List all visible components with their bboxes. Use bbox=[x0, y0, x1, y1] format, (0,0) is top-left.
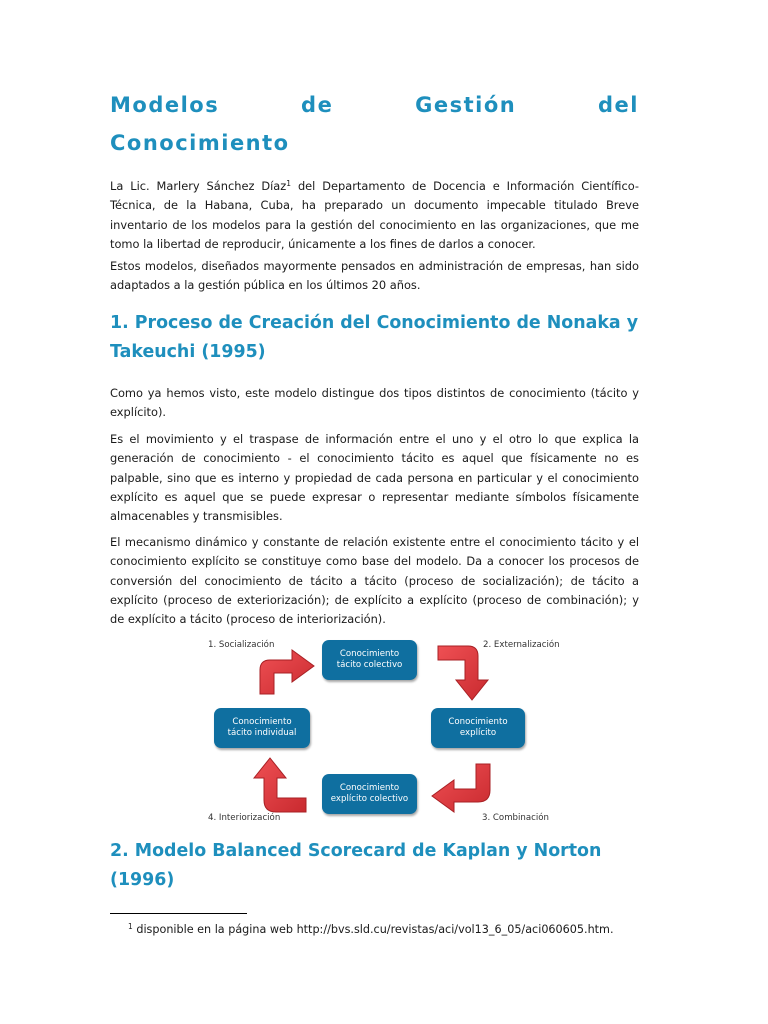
box-explicito bbox=[431, 708, 525, 748]
box-text: tácito colectivo bbox=[336, 660, 403, 670]
label-externalizacion: 2. Externalización bbox=[483, 640, 560, 650]
footnote-mark: 1 bbox=[128, 922, 133, 931]
box-tacito-individual bbox=[214, 708, 310, 748]
footnote bbox=[128, 922, 614, 936]
title-word: Gestión bbox=[415, 93, 517, 117]
intro-paragraph-2: Estos modelos, diseñados mayormente pensados en administración de empresas, han sido adaptados a la gestión pública en los últimos 20 años. bbox=[110, 259, 639, 293]
footnote-text: disponible en la página web http://bvs.sld.cu/revistas/aci/vol13_6_05/aci060605.htm. bbox=[132, 923, 614, 936]
box-text: tácito individual bbox=[227, 728, 297, 738]
box-text: explícito colectivo bbox=[330, 794, 409, 804]
intro-paragraph-1 bbox=[110, 174, 639, 254]
title-word: Modelos bbox=[110, 93, 220, 117]
arrow-interiorizacion-icon bbox=[254, 758, 306, 812]
box-text: Conocimiento bbox=[448, 717, 508, 727]
section-1-paragraph-2: Es el movimiento y el traspase de información entre el uno y el otro lo que explica la generación de conocimiento - el conocimiento tácito es aquel que físicamente no es palpable, sino que es interno y propiedad de cada persona en particular y el conocimiento explícito es aquel que se puede expresar o representar mediante símbolos físicamente almacenables y transmisibles. bbox=[110, 432, 639, 524]
title-word: del bbox=[598, 93, 639, 117]
arrow-externalizacion-icon bbox=[438, 646, 488, 700]
label-socializacion: 1. Socialización bbox=[208, 640, 275, 650]
section-2-heading: 2. Modelo Balanced Scorecard de Kaplan y Norton (1996) bbox=[110, 841, 602, 890]
title-line-2: Conocimiento bbox=[110, 131, 290, 155]
box-explicito-colectivo bbox=[322, 774, 417, 814]
section-1-heading: 1. Proceso de Creación del Conocimiento de Nonaka y Takeuchi (1995) bbox=[110, 313, 639, 362]
box-text: Conocimiento bbox=[339, 783, 400, 793]
intro-text-cont: del Departamento de Docencia e Información Científico-Técnica, de la Habana, Cuba, ha preparado un documento impecable titulado Breve inventario de los modelos para la gestión del conocimiento en las organizaciones, que me tomo la libertad de reproducir, únicamente a los fines de darlos a conocer. bbox=[110, 179, 639, 251]
arrow-socializacion-icon bbox=[260, 650, 314, 694]
box-tacito-colectivo bbox=[322, 640, 417, 680]
box-text: Conocimiento bbox=[339, 649, 400, 659]
page-title bbox=[110, 86, 639, 162]
section-1-paragraph-1: Como ya hemos visto, este modelo distingue dos tipos distintos de conocimiento (tácito y explícito). bbox=[110, 386, 639, 420]
title-word: de bbox=[301, 93, 334, 117]
seci-diagram bbox=[206, 636, 558, 828]
box-text: Conocimiento bbox=[232, 717, 292, 727]
footnote-reference[interactable]: 1 bbox=[286, 179, 292, 188]
section-1-paragraph-3: El mecanismo dinámico y constante de relación existente entre el conocimiento tácito y el conocimiento explícito se constituye como base del modelo. Da a conocer los procesos de conversión del conocimiento de tácito a tácito (proceso de socialización); de tácito a explícito (proceso de exteriorización); de explícito a explícito (proceso de combinación); y de explícito a tácito (proceso de interiorización). bbox=[110, 535, 639, 627]
arrow-combinacion-icon bbox=[432, 764, 490, 812]
intro-text: La Lic. Marlery Sánchez Díaz bbox=[110, 179, 287, 193]
label-interiorizacion: 4. Interiorización bbox=[208, 813, 281, 823]
footnote-separator bbox=[110, 913, 247, 914]
label-combinacion: 3. Combinación bbox=[482, 813, 549, 823]
box-text: explícito bbox=[459, 728, 497, 738]
